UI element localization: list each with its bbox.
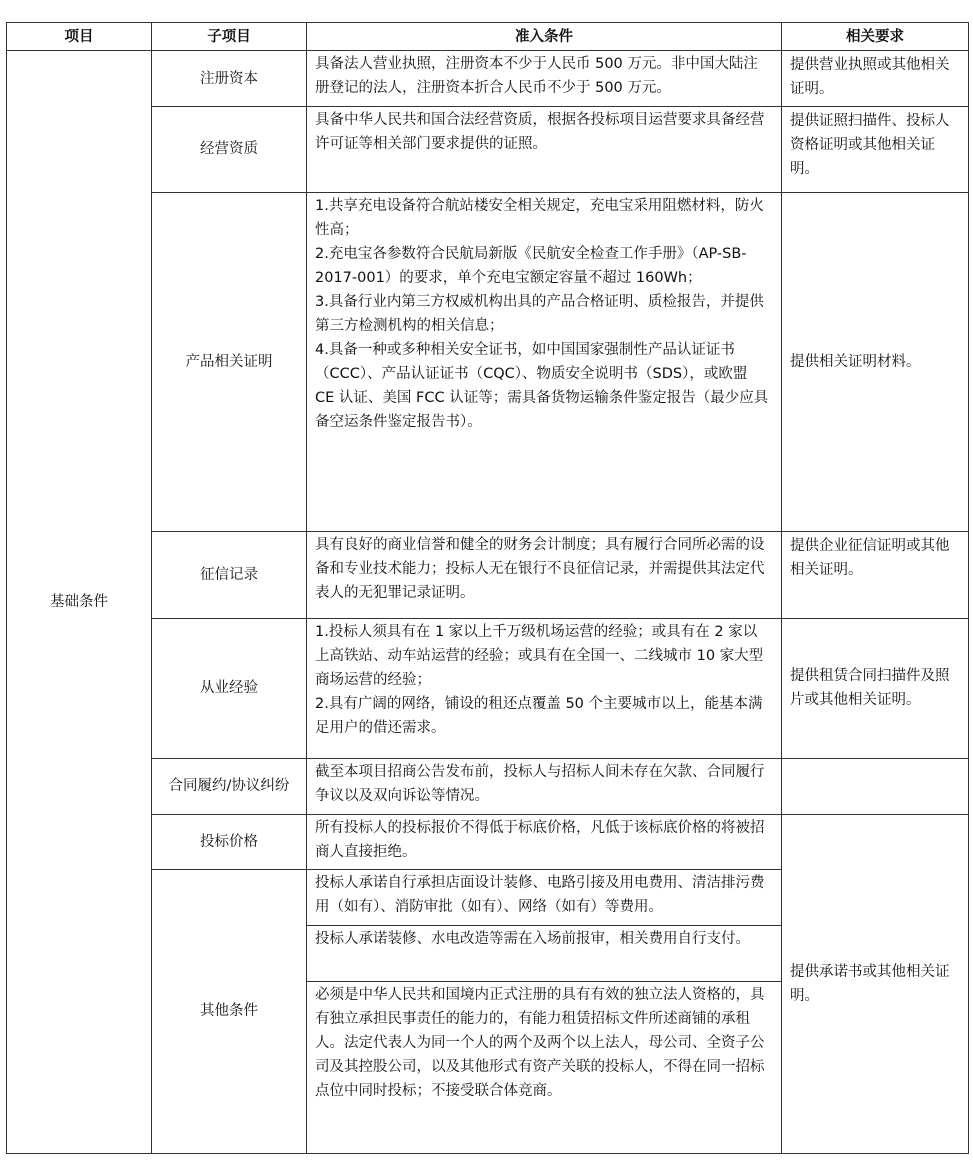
subitem-bid-price: 投标价格 bbox=[152, 814, 307, 869]
subitem-experience: 从业经验 bbox=[152, 619, 307, 759]
condition-contract-performance: 截至本项目招商公告发布前，投标人与招标人间未存在欠款、合同履行争议以及双向诉讼等情况。 bbox=[307, 758, 782, 814]
condition-experience-item-1: 1.投标人须具有在 1 家以上千万级机场运营的经验；或具有在 2 家以上高铁站、动车站运营的经验；或具有在全国一、二线城市 10 家大型商场运营的经验； bbox=[315, 624, 764, 689]
subitem-credit-record: 征信记录 bbox=[152, 531, 307, 618]
table-row-business-qualification bbox=[7, 107, 969, 192]
table-row-bid-price bbox=[7, 814, 969, 869]
subitem-other-conditions: 其他条件 bbox=[152, 869, 307, 1153]
requirement-experience: 提供租赁合同扫描件及照片或其他相关证明。 bbox=[782, 619, 969, 759]
header-item: 项目 bbox=[7, 23, 152, 51]
condition-product-item-1: 1.共享充电设备符合航站楼安全相关规定，充电宝采用阻燃材料，防火性高； bbox=[315, 197, 764, 238]
header-requirement: 相关要求 bbox=[782, 23, 969, 51]
requirements-table bbox=[6, 22, 969, 1154]
subitem-contract-performance: 合同履约/协议纠纷 bbox=[152, 758, 307, 814]
table-row-experience bbox=[7, 619, 969, 759]
condition-product-item-4: 4.具备一种或多种相关安全证书，如中国国家强制性产品认证证书（CCC）、产品认证证书（CQC）、物质安全说明书（SDS），或欧盟 CE 认证、美国 FCC 认证等；需具备货物运输条件鉴定报告（最少应具备空运条件鉴定报告书）。 bbox=[315, 341, 769, 430]
table-row-registered-capital bbox=[7, 51, 969, 107]
table-row-product-certification bbox=[7, 192, 969, 531]
condition-product-certification bbox=[307, 192, 782, 531]
header-subitem: 子项目 bbox=[152, 23, 307, 51]
condition-product-item-3: 3.具备行业内第三方权威机构出具的产品合格证明、质检报告，并提供第三方检测机构的相关信息； bbox=[315, 293, 764, 334]
group-label-basic-conditions: 基础条件 bbox=[7, 51, 152, 1154]
condition-registered-capital: 具备法人营业执照，注册资本不少于人民币 500 万元。非中国大陆注册登记的法人，注册资本折合人民币不少于 500 万元。 bbox=[307, 51, 782, 107]
condition-other-3: 必须是中华人民共和国境内正式注册的具有有效的独立法人资格的，具有独立承担民事责任的能力的，有能力租赁招标文件所述商铺的承租人。法定代表人为同一个人的两个及两个以上法人，母公司、全资子公司及其控股公司，以及其他形式有资产关联的投标人，不得在同一招标点位中同时投标；不接受联合体竞商。 bbox=[307, 982, 782, 1154]
condition-other-1: 投标人承诺自行承担店面设计装修、电路引接及用电费用、清洁排污费用（如有）、消防审批（如有）、网络（如有）等费用。 bbox=[307, 869, 782, 925]
condition-bid-price: 所有投标人的投标报价不得低于标底价格，凡低于该标底价格的将被招商人直接拒绝。 bbox=[307, 814, 782, 869]
requirement-credit-record: 提供企业征信证明或其他相关证明。 bbox=[782, 531, 969, 618]
requirement-business-qualification: 提供证照扫描件、投标人资格证明或其他相关证明。 bbox=[782, 107, 969, 192]
condition-product-item-2: 2.充电宝各参数符合民航局新版《民航安全检查工作手册》（AP-SB-2017-001）的要求，单个充电宝额定容量不超过 160Wh； bbox=[315, 245, 747, 286]
header-condition: 准入条件 bbox=[307, 23, 782, 51]
table-header-row bbox=[7, 23, 969, 51]
requirement-other-conditions: 提供承诺书或其他相关证明。 bbox=[782, 814, 969, 1153]
table-row-contract-performance bbox=[7, 758, 969, 814]
subitem-business-qualification: 经营资质 bbox=[152, 107, 307, 192]
table-row-credit-record bbox=[7, 531, 969, 618]
requirement-product-certification: 提供相关证明材料。 bbox=[782, 192, 969, 531]
subitem-registered-capital: 注册资本 bbox=[152, 51, 307, 107]
condition-business-qualification: 具备中华人民共和国合法经营资质，根据各投标项目运营要求具备经营许可证等相关部门要求提供的证照。 bbox=[307, 107, 782, 192]
condition-experience-item-2: 2.具有广阔的网络，铺设的租还点覆盖 50 个主要城市以上，能基本满足用户的借还需求。 bbox=[315, 696, 763, 737]
requirement-contract-performance-empty bbox=[782, 758, 969, 814]
condition-other-2: 投标人承诺装修、水电改造等需在入场前报审，相关费用自行支付。 bbox=[307, 926, 782, 982]
condition-experience bbox=[307, 619, 782, 759]
requirement-registered-capital: 提供营业执照或其他相关证明。 bbox=[782, 51, 969, 107]
subitem-product-certification: 产品相关证明 bbox=[152, 192, 307, 531]
condition-credit-record: 具有良好的商业信誉和健全的财务会计制度；具有履行合同所必需的设备和专业技术能力；投标人无在银行不良征信记录，并需提供其法定代表人的无犯罪记录证明。 bbox=[307, 531, 782, 618]
